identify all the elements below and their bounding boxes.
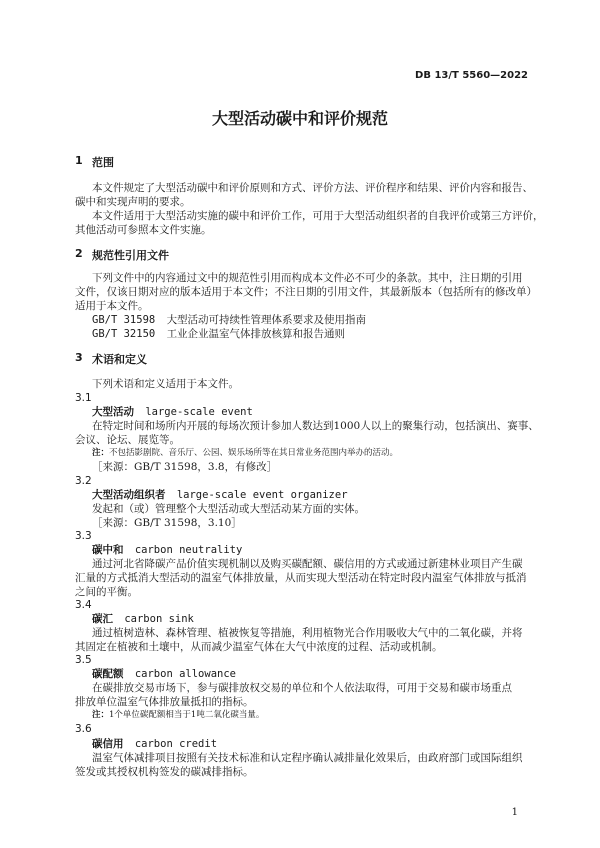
definition-line: 其固定在植被和土壤中，从而减少温室气体在大气中浓度的过程、活动或机制。 <box>75 641 443 653</box>
definition-line: 通过河北省降碳产品价值实现机制以及购买碳配额、碳信用的方式或通过新建林业项目产生碳 <box>92 558 523 570</box>
term-number: 3.6 <box>75 723 92 735</box>
paragraph-line: 下列文件中的内容通过文中的规范性引用而构成本文件必不可少的条款。其中，注日期的引用 <box>92 272 523 284</box>
term-en: large-scale event organizer <box>176 489 348 501</box>
note-text: 不包括影剧院、音乐厅、公园、娱乐场所等在其日常业务范围内举办的活动。 <box>109 448 399 458</box>
term-note <box>92 447 398 459</box>
standard-code: DB 13/T 5560—2022 <box>415 70 528 81</box>
reference-name: 工业企业温室气体排放核算和报告通则 <box>166 328 346 340</box>
term-cn: 大型活动组织者 <box>92 489 166 501</box>
definition-line: 汇量的方式抵消大型活动的温室气体排放量，从而实现大型活动在特定时段内温室气体排放与抵消 <box>75 572 527 584</box>
definition-line: 在特定时间和场所内开展的每场次预计参加人数达到1000人以上的聚集行动，包括演出、赛事、 <box>92 420 539 432</box>
note-label: 注： <box>92 448 110 458</box>
section-number: 1 <box>75 154 83 167</box>
term-heading <box>92 667 236 681</box>
definition-line: 通过植树造林、森林管理、植被恢复等措施，利用植物光合作用吸收大气中的二氧化碳，并将 <box>92 627 523 639</box>
term-en: large-scale event <box>145 406 253 418</box>
term-number: 3.2 <box>75 475 92 487</box>
document-title: 大型活动碳中和评价规范 <box>211 109 388 128</box>
term-heading <box>92 488 348 502</box>
definition-line: 温室气体减排项目按照有关技术标准和认定程序确认减排量化效果后，由政府部门或国际组织 <box>92 752 523 764</box>
term-cn: 碳汇 <box>92 613 113 625</box>
section-number: 2 <box>75 247 83 260</box>
section-title: 规范性引用文件 <box>92 249 169 262</box>
note-text: 1个单位碳配额相当于1吨二氧化碳当量。 <box>109 710 265 720</box>
term-en: carbon allowance <box>134 668 236 680</box>
paragraph-line: 下列术语和定义适用于本文件。 <box>92 378 239 390</box>
term-number: 3.3 <box>75 530 92 542</box>
term-en: carbon credit <box>134 738 218 750</box>
definition-line: 发起和（或）管理整个大型活动或大型活动某方面的实体。 <box>92 503 365 515</box>
term-heading <box>92 543 242 557</box>
paragraph-line: 适用于本文件。 <box>75 300 149 312</box>
source-citation: ［来源：GB/T 31598，3.8，有修改］ <box>92 461 278 473</box>
term-cn: 碳配额 <box>92 668 124 680</box>
term-en: carbon neutrality <box>134 544 243 556</box>
paragraph-line: 文件，仅该日期对应的版本适用于本文件；不注日期的引用文件，其最新版本（包括所有的修改单） <box>75 286 537 298</box>
definition-line: 在碳排放交易市场下，参与碳排放权交易的单位和个人依法取得，可用于交易和碳市场重点 <box>92 682 512 694</box>
paragraph-line: 其他活动可参照本文件实施。 <box>75 224 212 236</box>
reference-item <box>92 327 345 341</box>
paragraph-line: 本文件适用于大型活动实施的碳中和评价工作，可用于大型活动组织者的自我评价或第三方评价， <box>92 210 544 222</box>
term-heading <box>92 737 217 751</box>
note-label: 注： <box>92 710 110 720</box>
term-en: carbon sink <box>124 613 194 625</box>
definition-line: 会议、论坛、展览等。 <box>75 434 180 446</box>
paragraph-line: 碳中和实现声明的要求。 <box>75 196 191 208</box>
section-title: 范围 <box>92 156 114 169</box>
section-title: 术语和定义 <box>92 353 147 366</box>
reference-code: GB/T 32150 <box>92 328 156 340</box>
term-cn: 碳中和 <box>92 544 124 556</box>
page-number: 1 <box>511 807 518 818</box>
term-heading <box>92 612 194 626</box>
term-note <box>92 709 264 721</box>
source-citation: ［来源：GB/T 31598，3.10］ <box>92 517 242 529</box>
reference-code: GB/T 31598 <box>92 314 156 326</box>
term-heading <box>92 405 253 419</box>
term-cn: 大型活动 <box>92 406 134 418</box>
term-number: 3.4 <box>75 599 92 611</box>
term-number: 3.1 <box>75 392 92 404</box>
term-cn: 碳信用 <box>92 738 124 750</box>
definition-line: 之间的平衡。 <box>75 586 138 598</box>
term-number: 3.5 <box>75 654 92 666</box>
definition-line: 签发或其授权机构签发的碳减排指标。 <box>75 766 254 778</box>
definition-line: 排放单位温室气体排放量抵扣的指标。 <box>75 696 254 708</box>
section-number: 3 <box>75 351 83 364</box>
reference-item <box>92 313 366 327</box>
paragraph-line: 本文件规定了大型活动碳中和评价原则和方式、评价方法、评价程序和结果、评价内容和报告、 <box>92 182 533 194</box>
reference-name: 大型活动可持续性管理体系要求及使用指南 <box>166 314 367 326</box>
